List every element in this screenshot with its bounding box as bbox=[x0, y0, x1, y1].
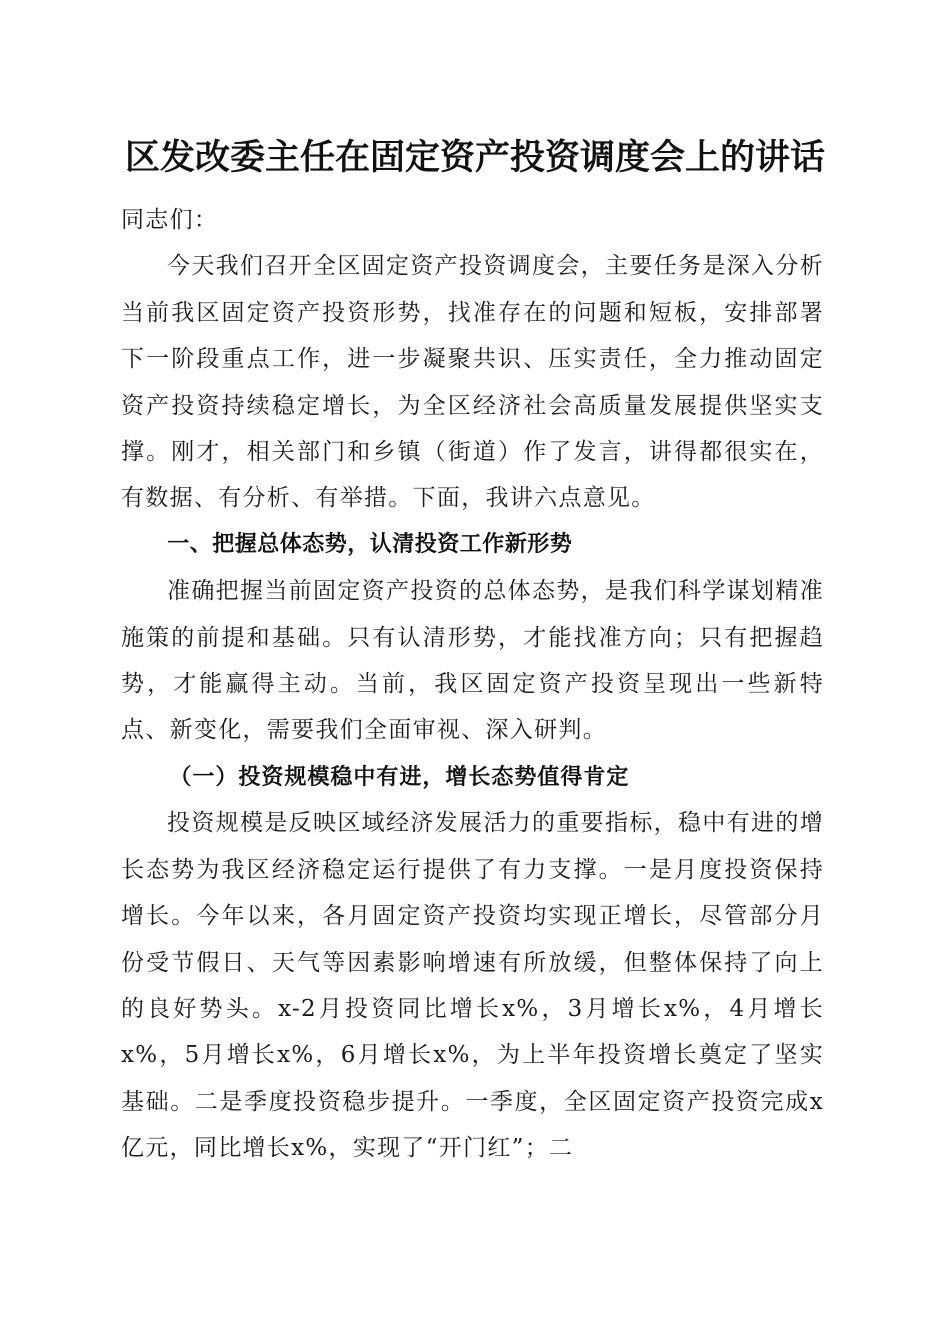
document-title: 区发改委主任在固定资产投资调度会上的讲话 bbox=[124, 137, 825, 178]
section-heading: 一、把握总体态势，认清投资工作新形势 bbox=[167, 531, 573, 557]
subsection-heading: （一）投资规模稳中有进，增长态势值得肯定 bbox=[169, 763, 630, 790]
intro-paragraph: 今天我们召开全区固定资产投资调度会，主要任务是深入分析当前我区固定资产投资形势，找准存在的问题和短板，安排部署下一阶段重点工作，进一步凝聚共识、压实责任，全力推动固定资产投资持续稳定增长，为全区经济社会高质量发展提供坚实支撑。刚才，相关部门和乡镇（街道）作了发言，讲得都很实在，有数据、有分析、有举措。下面，我讲六点意见。 bbox=[121, 253, 824, 512]
salutation: 同志们： bbox=[121, 207, 219, 233]
document-body bbox=[121, 197, 824, 1172]
section-paragraph: 准确把握当前固定资产投资的总体态势，是我们科学谋划精准施策的前提和基础。只有认清形势，才能找准方向；只有把握趋势，才能赢得主动。当前，我区固定资产投资呈现出一些新特点、新变化，需要我们全面审视、深入研判。 bbox=[121, 578, 824, 744]
subsection-paragraph: 投资规模是反映区域经济发展活力的重要指标，稳中有进的增长态势为我区经济稳定运行提供了有力支撑。一是月度投资保持增长。今年以来，各月固定资产投资均实现正增长，尽管部分月份受节假日、天气等因素影响增速有所放缓，但整体保持了向上的良好势头。x-2月投资同比增长x%，3月增长x%，4月增长x%，5月增长x%，6月增长x%，为上半年投资增长奠定了坚实基础。二是季度投资稳步提升。一季度，全区固定资产投资完成x亿元，同比增长x%，实现了“开门红”；二 bbox=[121, 810, 824, 1162]
